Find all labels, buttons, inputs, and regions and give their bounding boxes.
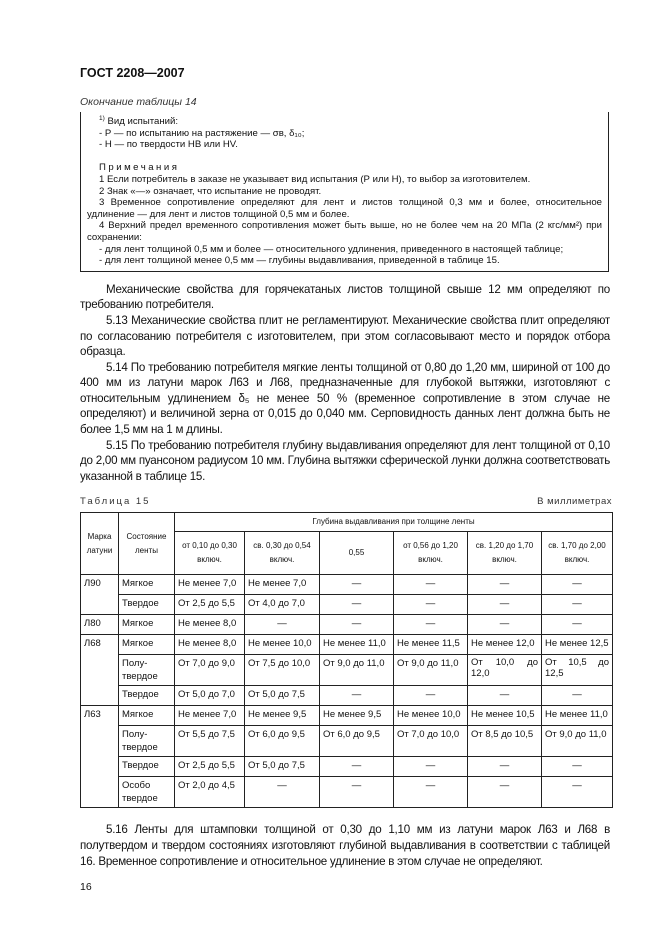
grade-cell: Л80 <box>81 615 119 635</box>
table-row <box>81 635 613 655</box>
value-cell: Не менее 9,5 <box>245 706 320 726</box>
footnote-mark: 1) <box>99 114 105 122</box>
table-row <box>81 706 613 726</box>
value-cell: — <box>245 615 320 635</box>
value-cell: — <box>468 615 542 635</box>
col-header-state: Состояние ленты <box>119 513 175 575</box>
note-subitem: - для лент толщиной менее 0,5 мм — глубины выдавливания, приведенной в таблице 15. <box>99 255 500 267</box>
value-cell: От 5,0 до 7,5 <box>245 757 320 777</box>
note-item: 3 Временное сопротивление определяют для лент и листов толщиной 0,3 мм и более, относительное удлинение — для лент и листов толщиной 0,5 мм и более. <box>87 197 602 220</box>
state-cell: Твердое <box>119 595 175 615</box>
value-cell: — <box>542 757 613 777</box>
table-row <box>81 595 613 615</box>
state-cell: Полу-твердое <box>119 655 175 686</box>
paragraph-5-13: 5.13 Механические свойства плит не регламентируют. Механические свойства плит определяют по согласованию потребителя с изготовителем, при этом согласовывают место и порядок отбора образца. <box>80 313 610 359</box>
col-header-grade: Марка латуни <box>81 513 119 575</box>
state-cell: Мягкое <box>119 706 175 726</box>
document-header: ГОСТ 2208—2007 <box>80 66 185 80</box>
value-cell: От 7,0 до 9,0 <box>175 655 245 686</box>
value-cell: От 4,0 до 7,0 <box>245 595 320 615</box>
col-header-thickness: св. 1,20 до 1,70 включ. <box>468 532 542 575</box>
value-cell: — <box>542 595 613 615</box>
footnote-item: - Р — по испытанию на растяжение — σв, δ₁₀; <box>99 127 305 139</box>
state-cell: Мягкое <box>119 575 175 595</box>
value-cell: — <box>320 777 394 808</box>
value-cell: От 6,0 до 9,5 <box>320 726 394 757</box>
table-row <box>81 757 613 777</box>
value-cell: — <box>394 575 468 595</box>
value-cell: — <box>468 686 542 706</box>
value-cell: — <box>320 575 394 595</box>
value-cell: От 2,0 до 4,5 <box>175 777 245 808</box>
table-row <box>81 615 613 635</box>
value-cell: От 5,0 до 7,0 <box>175 686 245 706</box>
value-cell: — <box>320 615 394 635</box>
value-cell: — <box>320 757 394 777</box>
col-header-thickness: св. 1,70 до 2,00 включ. <box>542 532 613 575</box>
value-cell: — <box>394 757 468 777</box>
table-label: Таблица 15 <box>80 496 151 508</box>
body-text-2 <box>80 822 610 869</box>
col-header-thickness: св. 0,30 до 0,54 включ. <box>245 532 320 575</box>
paragraph-5-16: 5.16 Ленты для штамповки толщиной от 0,30 до 1,10 мм из латуни марок Л63 и Л68 в полутвердом и твердом состояниях изготовляют глубиной выдавливания в соответствии с таблицей 16. Временное сопротивление и относительное удлинение в этом случае не определяют. <box>80 823 610 868</box>
value-cell: Не менее 11,0 <box>320 635 394 655</box>
value-cell: Не менее 11,5 <box>394 635 468 655</box>
paragraph-5-15: 5.15 По требованию потребителя глубину выдавливания определяют для лент толщиной от 0,10 до 2,00 мм пуансоном радиусом 10 мм. Глубина вытяжки сферической лунки должна соответствовать указанной в таблице 15. <box>80 438 610 483</box>
value-cell: — <box>542 686 613 706</box>
paragraph: Механические свойства для горячекатаных листов толщиной свыше 12 мм определяют по требованию потребителя. <box>80 282 610 312</box>
col-header-thickness: 0,55 <box>320 532 394 575</box>
value-cell: Не менее 8,0 <box>175 615 245 635</box>
value-cell: От 9,0 до 11,0 <box>320 655 394 686</box>
value-cell: От 9,0 до 11,0 <box>542 726 613 757</box>
value-cell: От 2,5 до 5,5 <box>175 757 245 777</box>
note-subitem: - для лент толщиной 0,5 мм и более — относительного удлинения, приведенного в настоящей таблице; <box>99 243 564 255</box>
value-cell: — <box>468 777 542 808</box>
value-cell: — <box>542 575 613 595</box>
value-cell: От 2,5 до 5,5 <box>175 595 245 615</box>
value-cell: Не менее 9,5 <box>320 706 394 726</box>
footnote <box>87 116 602 128</box>
value-cell: Не менее 10,5 <box>468 706 542 726</box>
value-cell: Не менее 7,0 <box>175 575 245 595</box>
value-cell: От 5,5 до 7,5 <box>175 726 245 757</box>
table-row <box>81 655 613 686</box>
value-cell: От 7,5 до 10,0 <box>245 655 320 686</box>
note-item: 4 Верхний предел временного сопротивления может быть выше, но не более чем на 20 МПа (2 кгс/мм²) при сохранении: <box>87 220 602 243</box>
state-cell: Особо твердое <box>119 777 175 808</box>
table-row <box>81 777 613 808</box>
value-cell: — <box>468 595 542 615</box>
value-cell: — <box>394 777 468 808</box>
body-text <box>80 282 610 485</box>
note-item: 1 Если потребитель в заказе не указывает вид испытания (Р или Н), то выбор за изготовителем. <box>99 173 531 185</box>
value-cell: — <box>394 615 468 635</box>
value-cell: — <box>542 777 613 808</box>
table-14-notes <box>80 112 609 272</box>
table-row <box>81 686 613 706</box>
notes-heading: Примечания <box>99 162 180 174</box>
table-caption-row <box>80 496 612 508</box>
value-cell: — <box>394 595 468 615</box>
footnote-title: Вид испытаний: <box>107 116 179 127</box>
table-units: В миллиметрах <box>537 496 612 508</box>
value-cell: Не менее 10,0 <box>394 706 468 726</box>
col-header-thickness: от 0,56 до 1,20 включ. <box>394 532 468 575</box>
state-cell: Мягкое <box>119 635 175 655</box>
grade-cell: Л90 <box>81 575 119 615</box>
value-cell: — <box>320 595 394 615</box>
value-cell: Не менее 7,0 <box>245 575 320 595</box>
value-cell: От 8,5 до 10,5 <box>468 726 542 757</box>
value-cell: — <box>320 686 394 706</box>
value-cell: — <box>468 757 542 777</box>
table-row <box>81 726 613 757</box>
value-cell: Не менее 11,0 <box>542 706 613 726</box>
table-row <box>81 575 613 595</box>
page-number: 16 <box>80 881 92 894</box>
value-cell: От 10,5 до 12,5 <box>542 655 613 686</box>
col-header-thickness: от 0,10 до 0,30 включ. <box>175 532 245 575</box>
state-cell: Мягкое <box>119 615 175 635</box>
value-cell: Не менее 10,0 <box>245 635 320 655</box>
value-cell: Не менее 12,0 <box>468 635 542 655</box>
value-cell: От 7,0 до 10,0 <box>394 726 468 757</box>
value-cell: Не менее 7,0 <box>175 706 245 726</box>
state-cell: Твердое <box>119 686 175 706</box>
value-cell: Не менее 8,0 <box>175 635 245 655</box>
col-header-group: Глубина выдавливания при толщине ленты <box>175 513 613 532</box>
paragraph-5-14: 5.14 По требованию потребителя мягкие ленты толщиной от 0,80 до 1,20 мм, шириной от 100 до 400 мм из латуни марок Л63 и Л68, предназначенные для глубокой вытяжки, изготовляют с относительным удлинением δ₅ не менее 50 % (временное сопротивление в этом случае не определяют) и величиной зерна от 0,015 до 0,040 мм. Серповидность данных лент должна быть не более 1,5 мм на 1 м длины. <box>80 360 610 437</box>
state-cell: Твердое <box>119 757 175 777</box>
state-cell: Полу-твердое <box>119 726 175 757</box>
table-15 <box>80 512 613 808</box>
table-continuation-caption: Окончание таблицы 14 <box>80 96 197 108</box>
value-cell: Не менее 12,5 <box>542 635 613 655</box>
footnote-item: - Н — по твердости НВ или HV. <box>99 139 238 151</box>
value-cell: — <box>245 777 320 808</box>
value-cell: От 5,0 до 7,5 <box>245 686 320 706</box>
value-cell: От 10,0 до 12,0 <box>468 655 542 686</box>
grade-cell: Л63 <box>81 706 119 808</box>
value-cell: — <box>394 686 468 706</box>
value-cell: — <box>542 615 613 635</box>
value-cell: От 6,0 до 9,5 <box>245 726 320 757</box>
note-item: 2 Знак «—» означает, что испытание не проводят. <box>99 185 322 197</box>
value-cell: — <box>468 575 542 595</box>
grade-cell: Л68 <box>81 635 119 706</box>
value-cell: От 9,0 до 11,0 <box>394 655 468 686</box>
